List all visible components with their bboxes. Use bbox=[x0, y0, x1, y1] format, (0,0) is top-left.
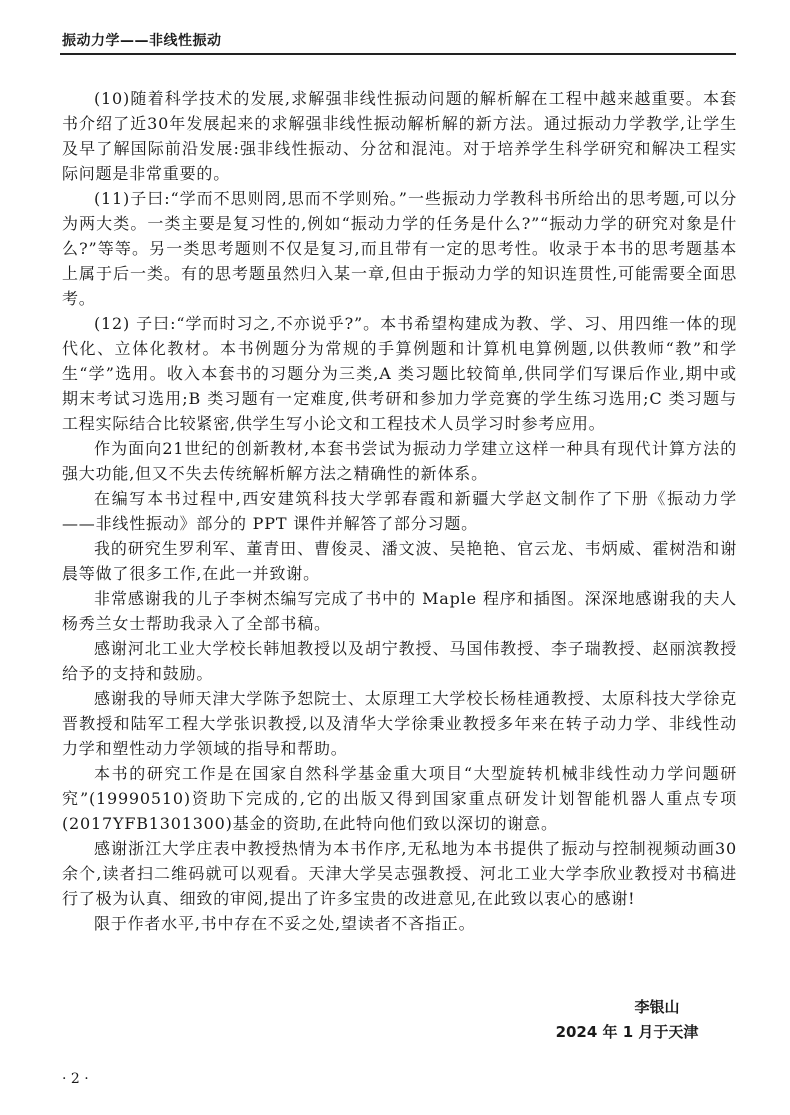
paragraph-innovation: 作为面向21世纪的创新教材,本套书尝试为振动力学建立这样一种具有现代计算方法的强大功能,但又不失去传统解析解方法之精确性的新体系。 bbox=[62, 439, 737, 483]
signature-block bbox=[527, 995, 727, 1045]
paragraph-family-thanks: 非常感谢我的儿子李树杰编写完成了书中的 Maple 程序和插图。深深地感谢我的夫人杨秀兰女士帮助我录入了全部书稿。 bbox=[62, 589, 737, 633]
paragraph-funding: 本书的研究工作是在国家自然科学基金重大项目“大型旋转机械非线性动力学问题研究”(19990510)资助下完成的,它的出版又得到国家重点研发计划智能机器人重点专项(2017YFB1301300)基金的资助,在此特向他们致以深切的谢意。 bbox=[62, 764, 737, 833]
paragraph-10: (10)随着科学技术的发展,求解强非线性振动问题的解析解在工程中越来越重要。本套书介绍了近30年发展起来的求解强非线性振动解析解的新方法。通过振动力学教学,让学生及早了解国际前沿发展:强非线性振动、分岔和混沌。对于培养学生科学研究和解决工程实际问题是非常重要的。 bbox=[62, 89, 737, 183]
paragraph-ppt-thanks: 在编写本书过程中,西安建筑科技大学郭春霞和新疆大学赵文制作了下册《振动力学——非线性振动》部分的 PPT 课件并解答了部分习题。 bbox=[62, 489, 737, 533]
preface-body bbox=[62, 86, 737, 936]
running-header-title: 振动力学——非线性振动 bbox=[62, 33, 222, 49]
paragraph-11: (11)子曰:“学而不思则罔,思而不学则殆。”一些振动力学教科书所给出的思考题,可以分为两大类。一类主要是复习性的,例如“振动力学的任务是什么?”“振动力学的研究对象是什么?”等等。另一类思考题则不仅是复习,而且带有一定的思考性。收录于本书的思考题基本上属于后一类。有的思考题虽然归入某一章,但由于振动力学的知识连贯性,可能需要全面思考。 bbox=[62, 189, 737, 308]
paragraph-hebut-thanks: 感谢河北工业大学校长韩旭教授以及胡宁教授、马国伟教授、李子瑞教授、赵丽滨教授给予的支持和鼓励。 bbox=[62, 639, 737, 683]
page-number: · 2 · bbox=[62, 1071, 89, 1087]
paragraph-mentors-thanks: 感谢我的导师天津大学陈予恕院士、太原理工大学校长杨桂通教授、太原科技大学徐克晋教授和陆军工程大学张识教授,以及清华大学徐秉业教授多年来在转子动力学、非线性动力学和塑性动力学领域的指导和帮助。 bbox=[62, 689, 737, 758]
paragraph-students-thanks: 我的研究生罗利军、董青田、曹俊灵、潘文波、吴艳艳、官云龙、韦炳威、霍树浩和谢晨等做了很多工作,在此一并致谢。 bbox=[62, 539, 737, 583]
paragraph-12: (12) 子曰:“学而时习之,不亦说乎?”。本书希望构建成为教、学、习、用四维一体的现代化、立体化教材。本书例题分为常规的手算例题和计算机电算例题,以供教师“教”和学生“学”选用。收入本套书的习题分为三类,A 类习题比较简单,供同学们写课后作业,期中或期末考试习选用;B 类习题有一定难度,供考研和参加力学竞赛的学生练习选用;C 类习题与工程实际结合比较紧密,供学生写小论文和工程技术人员学习时参考应用。 bbox=[62, 314, 737, 433]
paragraph-closing: 限于作者水平,书中存在不妥之处,望读者不吝指正。 bbox=[94, 914, 476, 933]
signature-date: 2024 年 1 月于天津 bbox=[555, 1023, 699, 1041]
paragraph-reviewers-thanks: 感谢浙江大学庄表中教授热情为本书作序,无私地为本书提供了振动与控制视频动画30余个,读者扫二维码就可以观看。天津大学吴志强教授、河北工业大学李欣业教授对书稿进行了极为认真、细致的审阅,提出了许多宝贵的改进意见,在此致以衷心的感谢! bbox=[62, 839, 737, 908]
header-rule bbox=[60, 53, 736, 55]
author-name: 李银山 bbox=[634, 998, 680, 1016]
